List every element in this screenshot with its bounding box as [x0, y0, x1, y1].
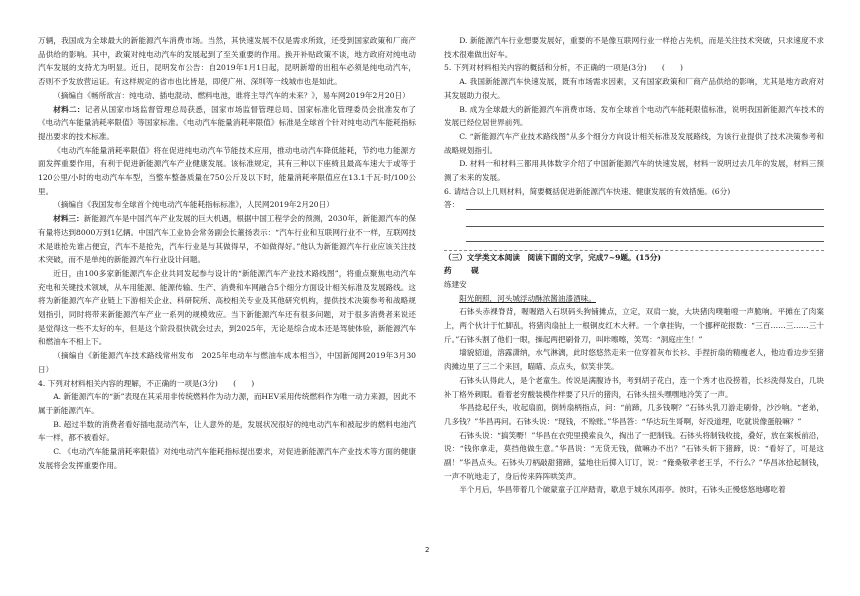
- answer-rule: [466, 209, 824, 210]
- source-1: （摘编自《畅所欲言：纯电动、插电混动、燃料电池，谁将主导汽车的未来？》，易车网2019年2月20日）: [53, 90, 410, 100]
- material-2-para-2: 《电动汽车能量消耗率限值》将在促进纯电动汽车节能技术应用，推动电动汽车降低能耗，节约电力能源方面发挥重要作用，有利于促进新能源汽车产业健康发展。该标准规定，其有三种以下座椅且最高车速大于或等于120公里/小时的电动汽车车型，当整车整备质量在750公斤及以下时，能量消耗率限值应在13.1千瓦·时/100公里。: [38, 145, 416, 196]
- right-column: [444, 34, 824, 497]
- section-3-heading: [444, 251, 824, 265]
- story-para-2: 石钵头赤裸脊背，喔喔踏入石坝码头狗铺摊点，立定，双肩一旋，大块猪肉噗啪噔一声脆响。平摊在了肉案上，两个伙计于忙脚乱，将猪肉扇扯上一根铜皮红木大秤。一个拿挂钩，一个挪秤砣报数：“三百……三……三十斤。”石钵头割了他们一眼，操起两把刷骨刀，叫咔嚓嚓，笑骂：“洞庭庄生！”: [444, 307, 824, 344]
- question-4-option-d: D. 新能源汽车行业想要发展好，重要的不是像互联网行业一样抢占先机，而是关注技术突破，只求速度不求技术很难做出好车。: [444, 36, 824, 59]
- material-2: [38, 103, 416, 144]
- material-3-text: 新能源汽车是中国汽车产业发展的巨大机遇，根据中国工程学会的预测，2030年，新能源汽车的保有量将达到8000万到1亿辆。中国汽车工业协会常务副会长董扬表示：“汽车行业和互联网行业不一样，互联网技术是谁抢先谁占便宜，汽车不是抢先，汽车行业是与其做得早，不如做得好。”他认为新能源汽车行业应该关注技术突破，而不是单纯的新能源汽车行业设计问题。: [38, 214, 417, 265]
- question-4-option-b: B. 超过半数的消费者看好插电混动汽车，让人意外的是，发展状况很好的纯电动汽车和被起步的燃料电池汽车一样，都不被看好。: [38, 419, 416, 443]
- story-para-5: 华昌捻起仔头，收起扇面，倒转扇柄指点，问：“前蹄，几多钱啊？”石钵头乳刀游走刷骨，沙沙响。“老弟，几多钱？”华昌再问。石钵头说：“现钱，不赊账。”华昌答：“华达玩生哥啊，好没道理，吃就说像蛋般嘛？”: [444, 403, 824, 426]
- question-4: 4. 下列对材料相关内容的理解，不正确的一项是(3分) ( ): [38, 378, 255, 388]
- material-1-tail: 万辆，我国成为全球最大的新能源汽车消费市场。当然，其快速发展不仅是需求所致，还受到国家政策和厂商产品供给的影响。其中，政策对纯电动汽车的发展起到了至关重要的作用。换开补贴政策不谈，地方政府对纯电动汽车发展的支持尤为明显。近日，昆明发布公告：自2019年1月1日起，昆明新增的出租车必须是纯电动汽车，否则不予发放营运证。有这样规定的省市也比皆是，即使广州、深圳等一线城市也是如此。: [38, 36, 416, 87]
- story-opening-link[interactable]: 阳光朗照，河头城浮动酥浓酱油漆酒味。: [459, 293, 596, 303]
- source-3: （摘编自《新能源汽车技术路线常州发布 2025年电动车与燃油车成本相当》，中国新闻网2019年3月30日）: [38, 351, 416, 374]
- material-2-label: 材料二：: [53, 104, 85, 114]
- material-3-label: 材料三：: [53, 214, 84, 224]
- story-para-3: 墙貌貂道，溶露潇纳，水气淋漓，此时悠悠然走来一位穿着灰布长衫、手捏折扇的精瘦老人，他边看边步至猪肉摊边里了三二个来回，瞄瞄、点点头，似笑非笑。: [444, 348, 824, 372]
- answer-line-1[interactable]: [444, 198, 824, 212]
- question-5-option-c: C. “新能源汽车产业技术路线图”从多个细分方向设计相关标准及发展路线，为该行业提供了技术决策参考和战略规划指引。: [444, 131, 824, 155]
- material-3-para-2: 近日，由100多家新能源汽车企业共同发起参与设计的“新能源汽车产业技术路线图”，将重点聚焦电动汽车充电和关键技术领域，从车用能源、能源传输、生产、消费和车网融合5个细分方面设计相关标准及发展路线。这将为新能源汽车产业链上下游相关企业、科研院所、高校相关专业及其他研究机构，提供技术决策参考和战略规划指引，同时将带来新能源汽车产业一系列的规模效应。当下新能源汽车还有很多问题，对于很多消费者来说还是觉得这一些不太好的车，但是这个阶段很快就会过去，到2025年，无论是综合成本还是驾驶体验，新能源汽车和燃油车不相上下。: [38, 268, 416, 347]
- question-4-option-a: A. 新能源汽车的“新”表现在其采用非传统燃料作为动力源，而HEV采用传统燃料作为唯一动力来源，因此不属于新能源汽车。: [38, 392, 416, 415]
- material-2-text: 记者从国家市场监督管理总局获悉，国家市场监督管理总局、国家标准化管理委员会批准发布了《电动汽车能量消耗率限值》等国家标准。《电动汽车能量消耗率限值》标准是全球首个针对纯电动汽车能耗指标提出要求的技术标准。: [38, 104, 416, 141]
- section-3-number: （三）文学类文本阅读: [444, 252, 520, 262]
- page-number: 2: [425, 546, 430, 554]
- story-para-4: 石钵头认得此人，是个老童生。传说是满腹诗书，考到胡子花白，连一个秀才也没捞着，长衫洗得发白，几块补丁格外刺眼。看着老穷酸装模作样要了只斤的猪肉，石钵头扭头嘿嘿地冷笑了一声。: [444, 375, 824, 399]
- story-para-1: [444, 292, 824, 306]
- question-5-option-a: A. 我国新能源汽车快速发展，既有市场需求因素，又有国家政策和厂商产品供给的影响，尤其是地方政府对其发展助力很大。: [444, 77, 824, 100]
- left-column: [38, 34, 416, 473]
- answer-line-2[interactable]: [466, 212, 824, 227]
- material-3: [38, 212, 416, 267]
- section-3-instruction: 阅读下面的文字，完成7~9题。(15分): [527, 252, 661, 262]
- story-title: 药 砚: [444, 266, 485, 276]
- question-6: 6. 请结合以上几则材料，简要概括促进新能源汽车快速、健康发展的有效措施。(6分): [444, 186, 731, 196]
- source-2: （摘编自《我国发布全球首个纯电动汽车能耗指标标准》，人民网2019年2月20日）: [53, 200, 334, 210]
- answer-label: 答：: [444, 200, 460, 210]
- question-5-option-b: B. 成为全球最大的新能源汽车消费市场、发布全球首个电动汽车能耗限值标准，说明我国新能源汽车技术的发展已经位居世界前列。: [444, 104, 824, 128]
- question-5-option-d: D. 材料一和材料三都用具体数字介绍了中国新能源汽车的快速发展，材料一说明过去几年的发展，材料三预测了未来的发展。: [444, 159, 824, 183]
- story-author: 练建安: [444, 279, 467, 289]
- answer-line-3[interactable]: [466, 227, 824, 242]
- story-para-7: 半个月后，华昌带着几个破蒙童子江岸踏青，歇息于城东风雨亭。彼时，石钵头正慢悠悠地嘟吃着: [459, 485, 786, 495]
- question-5: 5. 下列对材料相关内容的概括和分析，不正确的一项是(3分) ( ): [444, 63, 683, 73]
- question-4-option-c: C. 《电动汽车能量消耗率限值》对纯电动汽车能耗指标提出要求，对促进新能源汽车产业技术等方面的健康发展将会发挥重要作用。: [38, 447, 416, 470]
- story-para-6: 石钵头说：“搞笑嘢！”华昌在衣兜里摸索良久，掏出了一把制钱。石钵头将制钱收拢，叠好，放在案板前沿，说：“钱你拿走，莫挡他做生意。”华昌说：“无货无钱，做嘛办不出？”石钵头斩下猪蹄，说：“看好了，可是这副！”华昌点头。石钵头刀柄敲甜猪蹄，猛地往后掷入订订，说：“俺桑敬孝老王孚，不行么？”华昌冰拾起制钱，一声不吭地走了，身后传来阵阵哄笑声。: [444, 430, 824, 481]
